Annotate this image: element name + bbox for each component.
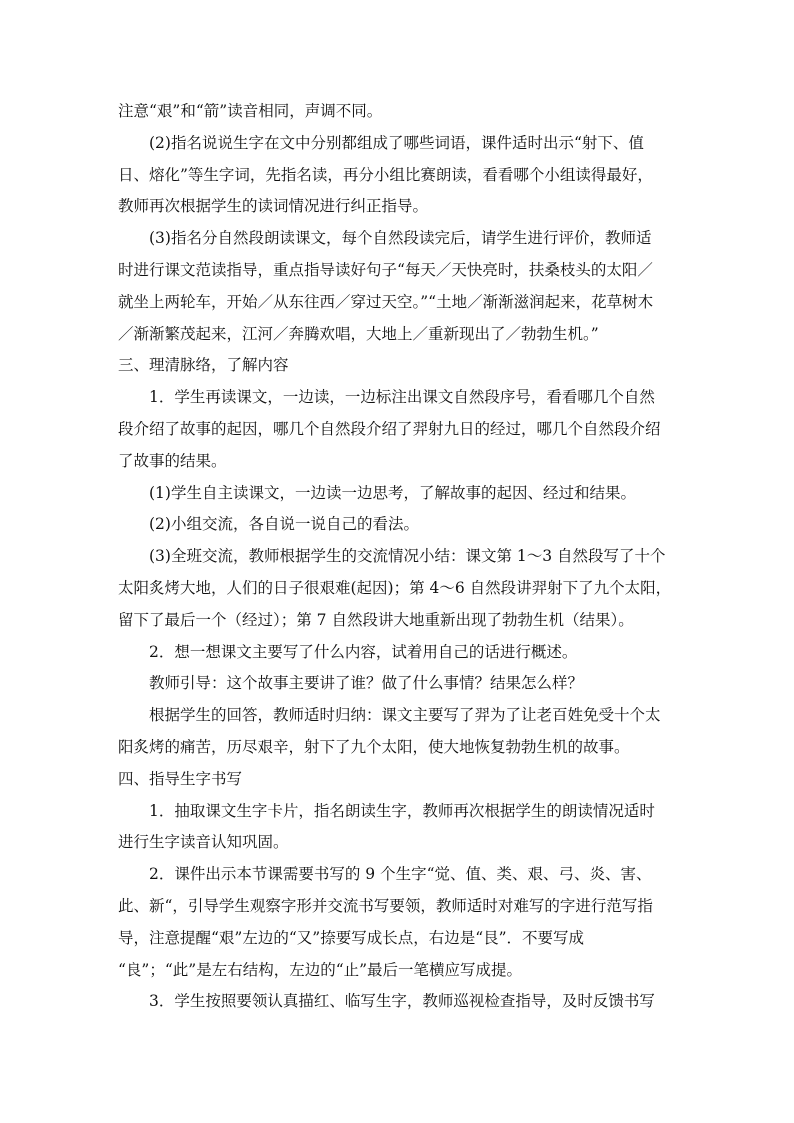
paragraph-line: 2．想一想课文主要写了什么内容，试着用自己的话进行概述。 [149, 642, 578, 661]
paragraph-line: 段介绍了故事的起因，哪几个自然段介绍了羿射九日的经过，哪几个自然段介绍 [118, 419, 661, 438]
paragraph-line: 导，注意提醒“艰”左边的“又”捺要写成长点，右边是“艮”．不要写成 [118, 928, 585, 947]
paragraph-line: (2)小组交流，各自说一说自己的看法。 [149, 515, 419, 534]
document-page [118, 96, 684, 1018]
section-heading: 三、理清脉络，了解内容 [118, 356, 289, 375]
paragraph-line: (2)指名说说生字在文中分别都组成了哪些词语，课件适时出示“射下、值 [149, 133, 644, 152]
paragraph-line: 3．学生按照要领认真描红、临写生字，教师巡视检查指导，及时反馈书写 [149, 992, 655, 1011]
paragraph-line: 进行生字读音认知巩固。 [118, 833, 289, 852]
paragraph-line: (3)全班交流，教师根据学生的交流情况小结：课文第 1～3 自然段写了十个 [149, 547, 666, 566]
paragraph-line: 阳炙烤的痛苦，历尽艰辛，射下了九个太阳，使大地恢复勃勃生机的故事。 [118, 737, 630, 756]
paragraph-line: 日、熔化”等生字词，先指名读，再分小组比赛朗读，看看哪个小组读得最好， [118, 165, 653, 184]
paragraph-line: 1．学生再读课文，一边读，一边标注出课文自然段序号，看看哪几个自然 [149, 388, 655, 407]
paragraph-line: 就坐上两轮车，开始／从东往西／穿过天空。”“土地／渐渐滋润起来，花草树木 [118, 292, 654, 311]
paragraph-line: 此、新“，引导学生观察字形并交流书写要领，教师适时对难写的字进行范写指 [118, 896, 653, 915]
paragraph-line: (3)指名分自然段朗读课文，每个自然段读完后，请学生进行评价，教师适 [149, 229, 652, 248]
paragraph-line: 根据学生的回答，教师适时归纳：课文主要写了羿为了让老百姓免受十个太 [149, 706, 661, 725]
paragraph-line: 时进行课文范读指导，重点指导读好句子“每天／天快亮时，扶桑枝头的太阳／ [118, 260, 653, 279]
paragraph-line: ／渐渐繁茂起来，江河／奔腾欢唱，大地上／重新现出了／勃勃生机。” [118, 324, 599, 343]
paragraph-line: (1)学生自主读课文，一边读一边思考，了解故事的起因、经过和结果。 [149, 483, 636, 502]
paragraph-line: “良”；“此”是左右结构，左边的“止”最后一笔横应写成提。 [118, 960, 523, 979]
section-heading: 四、指导生字书写 [118, 769, 243, 788]
paragraph-line: 教师引导：这个故事主要讲了谁？做了什么事情？结果怎么样？ [149, 674, 584, 693]
paragraph-line: 教师再次根据学生的读词情况进行纠正指导。 [118, 197, 429, 216]
paragraph-line: 太阳炙烤大地，人们的日子很艰难(起因)；第 4～6 自然段讲羿射下了九个太阳， [118, 578, 672, 597]
paragraph-line: 留下了最后一个（经过）；第 7 自然段讲大地重新出现了勃勃生机（结果）。 [118, 610, 634, 629]
paragraph-line: 注意“艰”和“箭”读音相同，声调不同。 [118, 102, 383, 120]
paragraph-line: 2．课件出示本节课需要书写的 9 个生字“觉、值、类、艰、弓、炎、害、 [149, 865, 652, 884]
paragraph-line: 了故事的结果。 [118, 451, 227, 470]
paragraph-line: 1．抽取课文生字卡片，指名朗读生字，教师再次根据学生的朗读情况适时 [149, 801, 655, 820]
